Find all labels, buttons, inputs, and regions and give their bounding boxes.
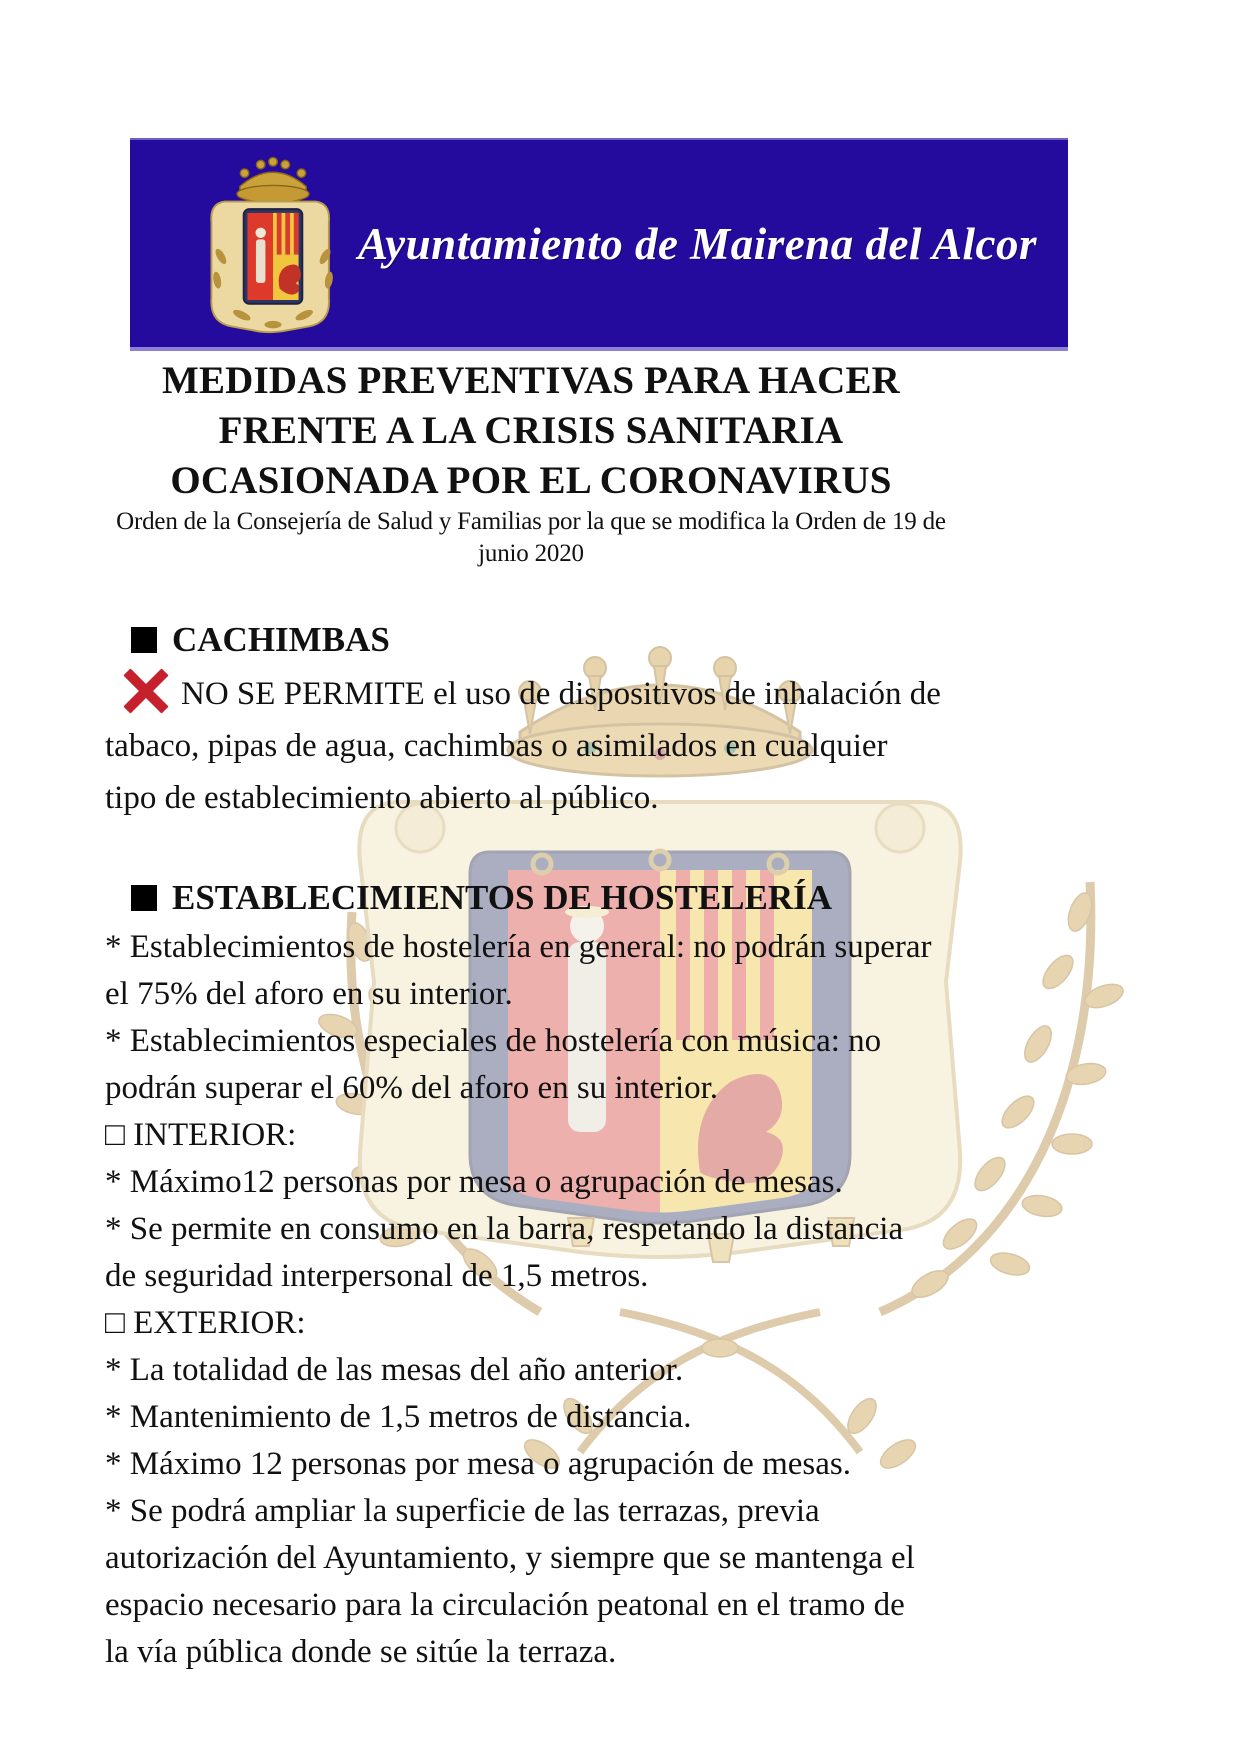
document-title bbox=[105, 356, 957, 506]
section-heading-cachimbas bbox=[131, 618, 957, 662]
title-line-3: OCASIONADA POR EL CORONAVIRUS bbox=[170, 459, 892, 502]
paragraph-line: * Máximo 12 personas por mesa o agrupación de mesas. bbox=[105, 1446, 851, 1482]
paragraph-line-interior-label: □ INTERIOR: bbox=[105, 1117, 297, 1153]
hosteleria-paragraph bbox=[105, 924, 957, 1676]
cachimbas-paragraph bbox=[105, 668, 957, 824]
paragraph-line: tipo de establecimiento abierto al público. bbox=[105, 780, 659, 816]
x-mark-icon bbox=[123, 669, 169, 713]
paragraph-line: tabaco, pipas de agua, cachimbas o asimilados en cualquier bbox=[105, 728, 888, 764]
prohibition-line bbox=[123, 668, 957, 720]
black-square-bullet-icon bbox=[131, 885, 157, 911]
organization-name: Ayuntamiento de Mairena del Alcor bbox=[358, 219, 1038, 269]
title-line-1: MEDIDAS PREVENTIVAS PARA HACER bbox=[161, 359, 901, 402]
document-body bbox=[105, 356, 957, 1676]
section-heading-hosteleria bbox=[131, 876, 957, 920]
paragraph-line: * Se podrá ampliar la superficie de las terrazas, previa bbox=[105, 1493, 820, 1529]
paragraph-line: * Establecimientos de hostelería en general: no podrán superar bbox=[105, 929, 932, 965]
paragraph-line: el 75% del aforo en su interior. bbox=[105, 976, 513, 1012]
paragraph-line-exterior-label: □ EXTERIOR: bbox=[105, 1305, 306, 1341]
paragraph-line: autorización del Ayuntamiento, y siempre que se mantenga el bbox=[105, 1540, 915, 1576]
prohibition-text: NO SE PERMITE el uso de dispositivos de inhalación de bbox=[181, 676, 941, 712]
section-heading-label: CACHIMBAS bbox=[172, 620, 390, 659]
paragraph-line: * La totalidad de las mesas del año anterior. bbox=[105, 1352, 684, 1388]
coat-of-arms-icon bbox=[202, 152, 344, 342]
paragraph-line: podrán superar el 60% del aforo en su interior. bbox=[105, 1070, 719, 1106]
paragraph-line: * Mantenimiento de 1,5 metros de distancia. bbox=[105, 1399, 692, 1435]
header-banner bbox=[130, 138, 1068, 351]
section-heading-label: ESTABLECIMIENTOS DE HOSTELERÍA bbox=[172, 878, 833, 917]
paragraph-line: * Establecimientos especiales de hostelería con música: no bbox=[105, 1023, 882, 1059]
paragraph-line: * Se permite en consumo en la barra, respetando la distancia bbox=[105, 1211, 904, 1247]
paragraph-line: * Máximo12 personas por mesa o agrupación de mesas. bbox=[105, 1164, 843, 1200]
paragraph-line: espacio necesario para la circulación peatonal en el tramo de bbox=[105, 1587, 905, 1623]
paragraph-line: la vía pública donde se sitúe la terraza. bbox=[105, 1634, 617, 1670]
title-line-2: FRENTE A LA CRISIS SANITARIA bbox=[218, 409, 844, 452]
document-subtitle: Orden de la Consejería de Salud y Familias por la que se modifica la Orden de 19 de junio 2020 bbox=[116, 508, 946, 567]
black-square-bullet-icon bbox=[131, 627, 157, 653]
paragraph-line: de seguridad interpersonal de 1,5 metros. bbox=[105, 1258, 649, 1294]
